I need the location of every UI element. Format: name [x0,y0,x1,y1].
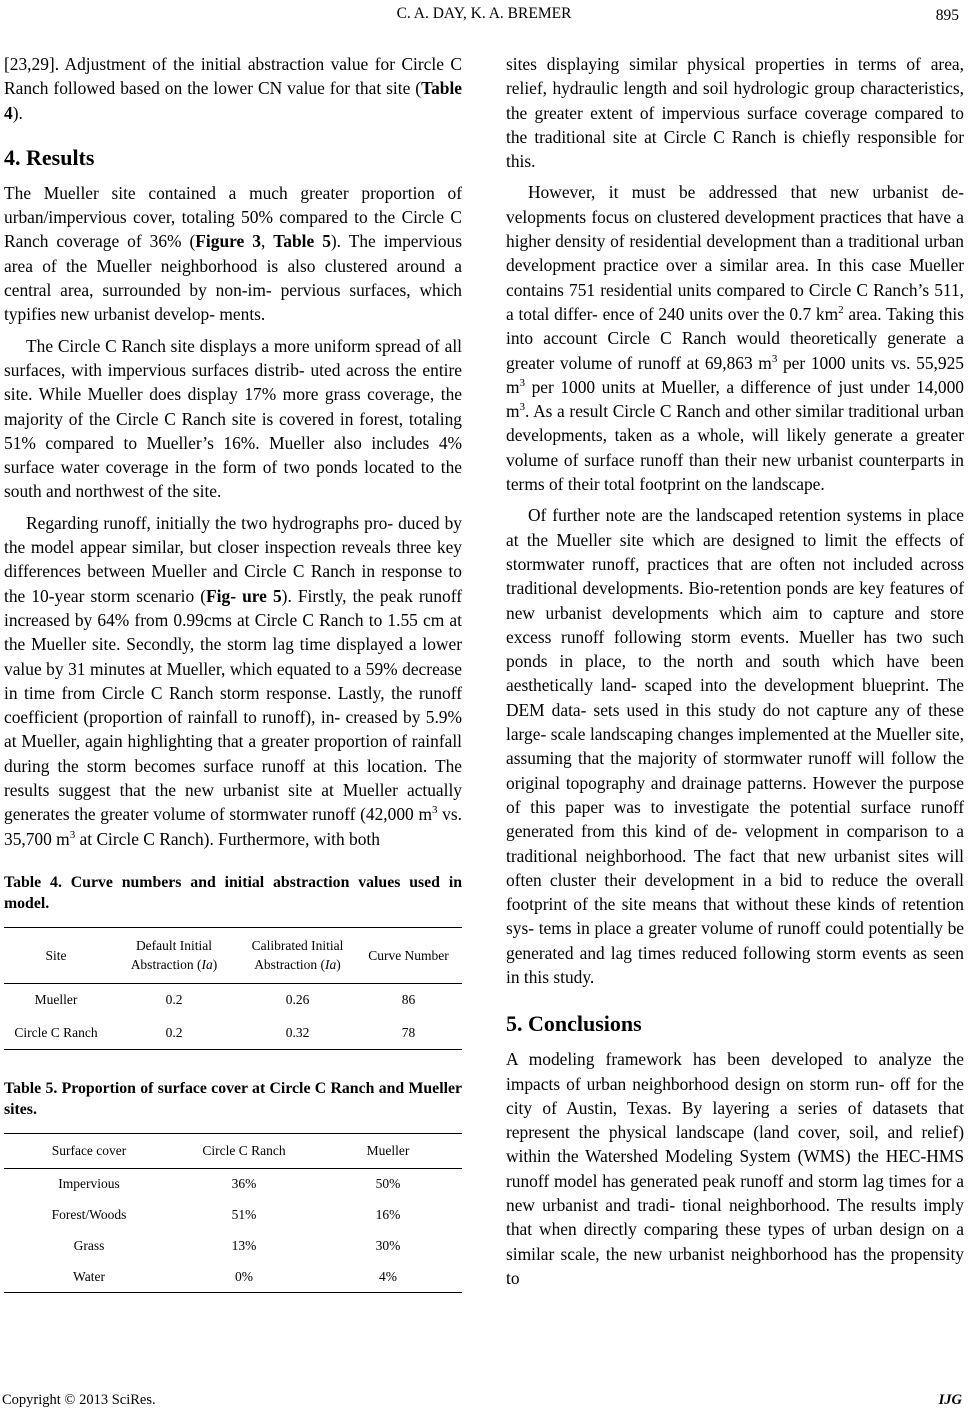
table-4 [4,927,462,1050]
paragraph-results-2: The Circle C Ranch site displays a more uniform spread of all surfaces, with impervious surfaces distrib- uted across the entire site. While Mueller does display 17% more grass coverage, the majority of the Circle C Ranch site is covered in forest, totaling 51% compared to Mueller’s 16%. Mueller also includes 4% surface water coverage in the form of two ponds located to the south and northwest of the site. [4,335,462,502]
table-4-reference[interactable]: Table 4 [4,78,462,123]
page-header [0,5,968,27]
table-4-header-default: Default Initial Abstraction (Ia) [108,927,240,983]
table-row: Impervious 36% 50% [58,1176,401,1192]
paragraph-intro: [23,29]. Adjustment of the initial abstraction value for Circle C Ranch followed based on the lower CN value for that site (Table 4). [4,54,462,123]
table-5-header: Circle C Ranch [174,1133,314,1168]
table-4-header-site: Site [4,927,108,983]
paragraph-conclusions: A modeling framework has been developed to analyze the impacts of urban neighborhood design on storm run- off for the city of Austin, Texas. By layering a series of datasets that represent the physical landscape (land cover, soil, and relief) within the Watershed Modeling System (WMS) the HEC-HMS runoff model has generated peak runoff and storm lag times for a new urbanist and tradi- tional neighborhood. The results imply that when directly comparing these types of urban design on a similar scale, the new urbanist neighborhood has the propensity to [506,1049,964,1288]
table-5-header: Surface cover [4,1133,174,1168]
table-4-header-calibrated: Calibrated Initial Abstraction (Ia) [240,927,355,983]
results-heading: 4. Results [4,144,95,170]
paragraph-results-3: Regarding runoff, initially the two hydrographs pro- duced by the model appear similar, but closer inspection reveals three key differences between Mueller and Circle C Ranch in response to the 10-year storm scenario (Fig- ure 5). Firstly, the peak runoff increased by 64% from 0.99cms at Circle C Ranch to 1.55 cm at the Mueller site. Secondly, the storm lag time displayed a lower value by 31 minutes at Mueller, which equated to a 59% decrease in time from Circle C Ranch storm response. Lastly, the runoff coefficient (proportion of rainfall to runoff), in- creased by 5.9% at Mueller, again highlighting that a greater proportion of rainfall during the storm becomes surface runoff at this location. The results suggest that the new urbanist site at Mueller actually generates the greater volume of stormwater runoff (42,000 $m^3$ vs. 35,700 $m^3$ at Circle C Ranch). Furthermore, with both [4,512,462,849]
journal-name: IJG [938,1392,962,1408]
paragraph-results-1: The Mueller site contained a much greater proportion of urban/impervious cover, totaling 50% compared to the Circle C Ranch coverage of 36% (Figure 3, Table 5). The impervious area of the Mueller neighborhood is also clustered around a central area, surrounded by non-im- pervious surfaces, which typifies new urbanist develop- ments. [4,182,462,325]
figure-5-reference[interactable]: Fig- ure 5 [206,585,282,606]
table-5-reference[interactable]: Table 5 [273,231,331,252]
table-row: Mueller 0.2 0.26 86 [34,992,416,1008]
paragraph-results-5: However, it must be addressed that new urbanist de- velopments focus on clustered development practices that have a higher density of residential development than a traditional urban development practice over a similar area. In this case Mueller contains 751 residential units compared to Circle C Ranch’s 511, a total differ- ence of 240 units over the 0.7 $km^2$ area. Taking this into account Circle C Ranch would theoretically generate a greater volume of runoff at 69,863 $m^3$ per 1000 units vs. 55,925 $m^3$ per 1000 units at Mueller, a difference of just under 14,000 $m^3$. As a result Circle C Ranch and other similar traditional urban developments, taken as a whole, will likely generate a greater volume of surface runoff than their new urbanist counterparts in terms of their total footprint on the landscape. [506,182,964,495]
figure-3-reference[interactable]: Figure 3 [195,231,261,252]
table-row: Water 0% 4% [73,1268,397,1284]
table-row: Forest/Woods 51% 16% [51,1206,401,1222]
copyright-notice: Copyright © 2013 SciRes. [2,1392,156,1408]
conclusions-heading: 5. Conclusions [506,1011,642,1037]
left-column [4,52,462,1293]
right-column [506,52,964,1290]
paragraph-results-6: Of further note are the landscaped retention systems in place at the Mueller site which are designed to limit the effects of stormwater runoff, practices that are often not included across traditional developments. Bio-retention ponds are key features of new urbanist developments which aim to capture and store excess runoff following storm events. Mueller has two such ponds in place, to the north and south which have been aesthetically land- scaped into the development blueprint. The DEM data- sets used in this study do not capture any of these large- scale landscaping changes implemented at the Mueller site, assuming that the majority of stormwater runoff will follow the original topography and drainage patterns. However the purpose of this paper was to investigate the potential surface runoff generated from this kind of de- velopment in comparison to a traditional neighborhood. The fact that new urbanist sites will often cluster their development in a bid to reduce the overall footprint of the site means that without these kinds of retention sys- tems in place a greater volume of runoff could potentially be generated and lag times reduced following storm events as seen in this study. [506,505,964,987]
page-number: 895 [935,7,959,24]
table-4-caption: Table 4. Curve numbers and initial abstraction values used in model. [4,873,462,912]
table-4-header-curve-number: Curve Number [355,927,462,983]
table-5 [4,1133,462,1293]
table-5-header: Mueller [314,1133,462,1168]
paragraph-results-4: sites displaying similar physical properties in terms of area, relief, hydraulic length and soil hydrologic group characteristics, the greater extent of impervious surface coverage compared to the traditional site at Circle C Ranch is chiefly responsible for this. [506,54,964,172]
table-row: Grass 13% 30% [73,1237,401,1253]
table-5-caption: Table 5. Proportion of surface cover at Circle C Ranch and Mueller sites. [4,1079,462,1118]
running-head: C. A. DAY, K. A. BREMER [396,5,572,22]
table-row: Circle C Ranch 0.2 0.32 78 [14,1024,416,1040]
